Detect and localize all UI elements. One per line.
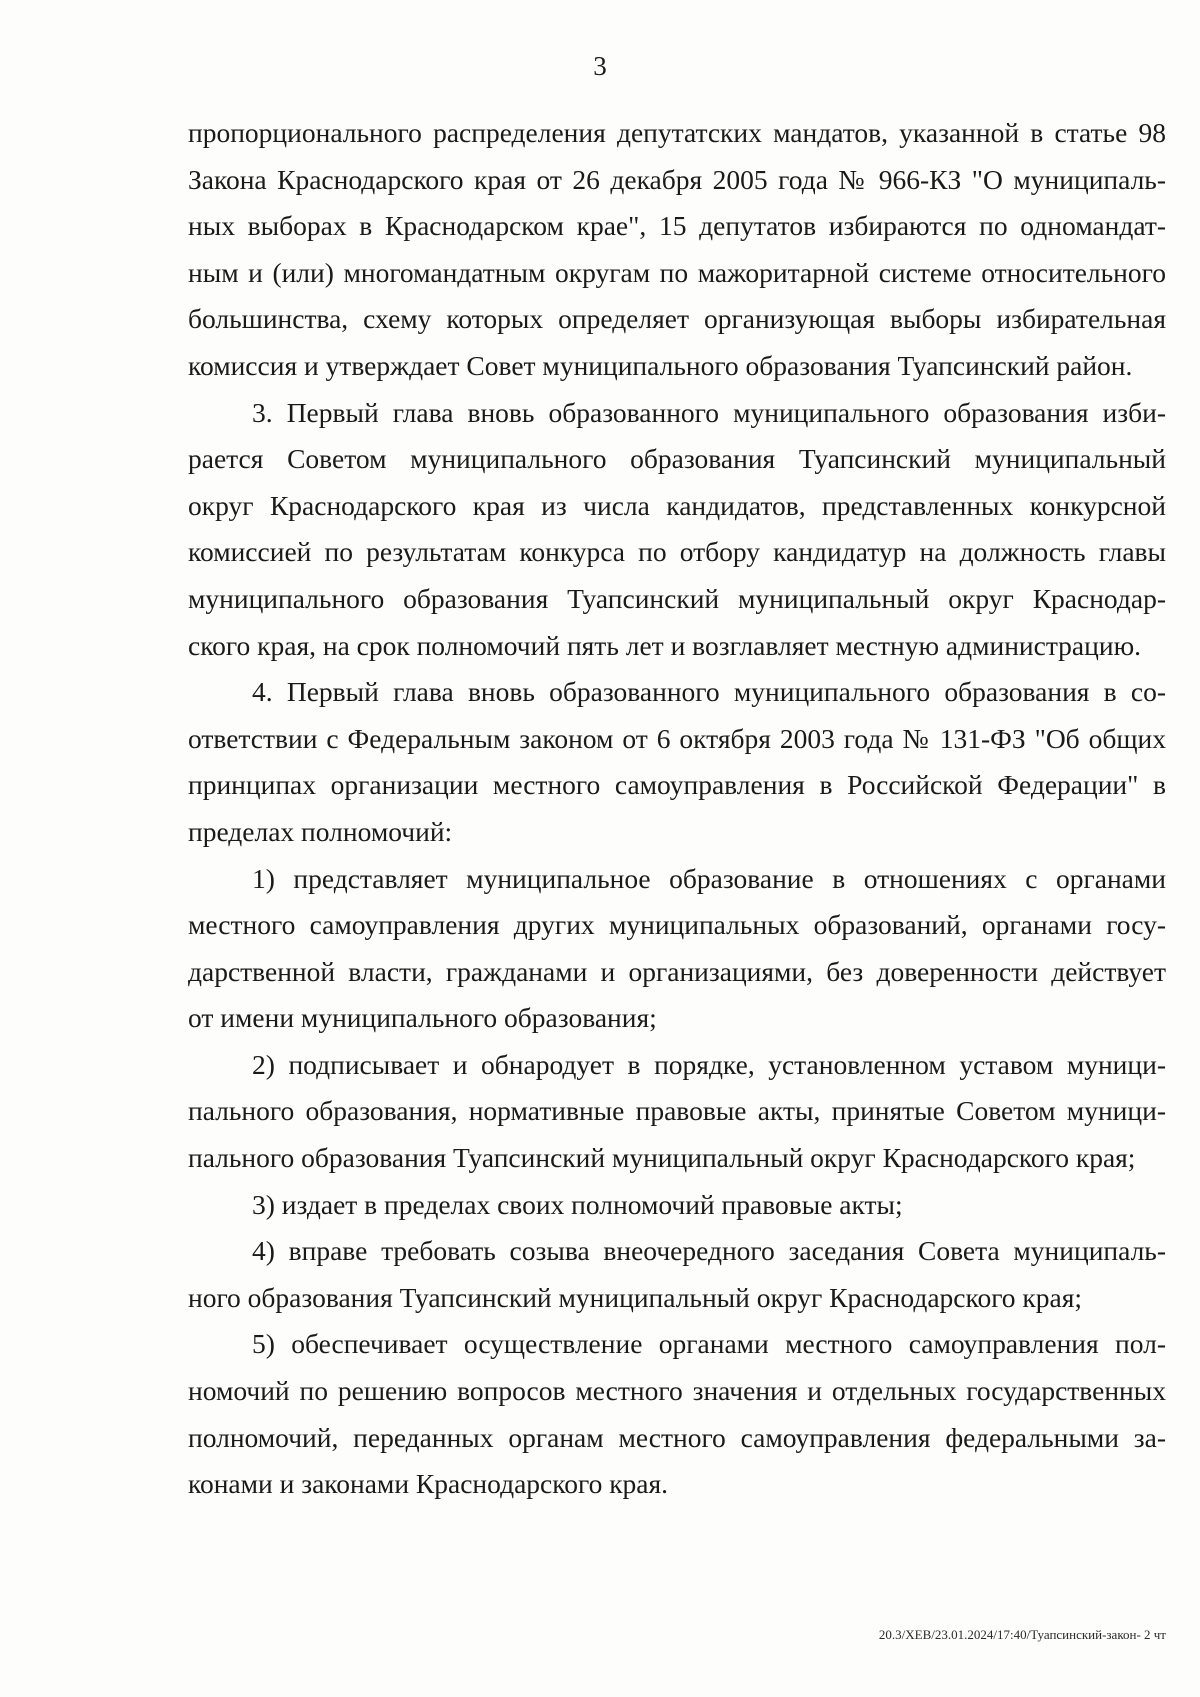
text-line: комиссией по результатам конкурса по отбору кандидатур на должность главы [188,536,1166,568]
paragraph [188,390,1166,670]
text-line: 4) вправе требовать созыва внеочередного заседания Совета муниципаль- [252,1235,1166,1267]
text-line: ответствии с Федеральным законом от 6 октября 2003 года № 131-ФЗ "Об общих [188,722,1166,754]
text-line: дарственной власти, гражданами и организациями, без доверенности действует [188,955,1166,987]
text-line: пального образования, нормативные правовые акты, принятые Советом муници- [188,1095,1166,1127]
paragraph [188,669,1166,855]
text-line: полномочий, переданных органам местного самоуправления федеральными за- [188,1421,1166,1453]
text-line: большинства, схему которых определяет организующая выборы избирательная [188,303,1166,335]
text-line: местного самоуправления других муниципальных образований, органами госу- [188,909,1166,941]
text-line: пределах полномочий: [188,815,453,847]
text-line: 4. Первый глава вновь образованного муниципального образования в со- [252,676,1166,708]
paragraph [188,1321,1166,1507]
text-line: ных выборах в Краснодарском крае", 15 депутатов избираются по одномандат- [188,210,1166,242]
text-line: ного образования Туапсинский муниципальный округ Краснодарского края; [188,1281,1083,1313]
paragraph [188,1182,1166,1229]
paragraph [188,1042,1166,1182]
text-line: 1) представляет муниципальное образование в отношениях с органами [252,862,1166,894]
text-line: округ Краснодарского края из числа кандидатов, представленных конкурсной [188,489,1166,521]
text-line: 5) обеспечивает осуществление органами местного самоуправления пол- [252,1328,1166,1360]
text-line: 2) подписывает и обнародует в порядке, установленном уставом муници- [252,1048,1166,1080]
text-line: рается Советом муниципального образования Туапсинский муниципальный [188,443,1166,475]
text-line: ным и (или) многомандатным округам по мажоритарной системе относительного [188,256,1166,288]
text-line: пального образования Туапсинский муниципальный округ Краснодарского края; [188,1142,1136,1174]
text-line: муниципального образования Туапсинский муниципальный округ Краснодар- [188,582,1166,614]
text-line: конами и законами Краснодарского края. [188,1468,669,1500]
text-line: пропорционального распределения депутатских мандатов, указанной в статье 98 [188,117,1166,148]
paragraph [188,110,1166,390]
text-line: номочий по решению вопросов местного значения и отдельных государственных [188,1375,1166,1407]
text-line: принципах организации местного самоуправления в Российской Федерации" в [188,769,1166,801]
paragraph [188,856,1166,1042]
document-body [188,110,1166,1508]
paragraph [188,1228,1166,1321]
page-number: 3 [593,51,607,81]
text-line: 3. Первый глава вновь образованного муниципального образования изби- [252,396,1166,428]
text-line: от имени муниципального образования; [188,1002,657,1034]
text-line: ского края, на срок полномочий пять лет и возглавляет местную администрацию. [188,629,1141,661]
text-line: Закона Краснодарского края от 26 декабря 2005 года № 966-КЗ "О муниципаль- [188,163,1166,195]
text-line: комиссия и утверждает Совет муниципального образования Туапсинский район. [188,349,1133,381]
footer-stamp: 20.3/ХЕВ/23.01.2024/17:40/Туапсинский-закон- 2 чт [878,1627,1166,1642]
text-line: 3) издает в пределах своих полномочий правовые акты; [252,1188,903,1220]
